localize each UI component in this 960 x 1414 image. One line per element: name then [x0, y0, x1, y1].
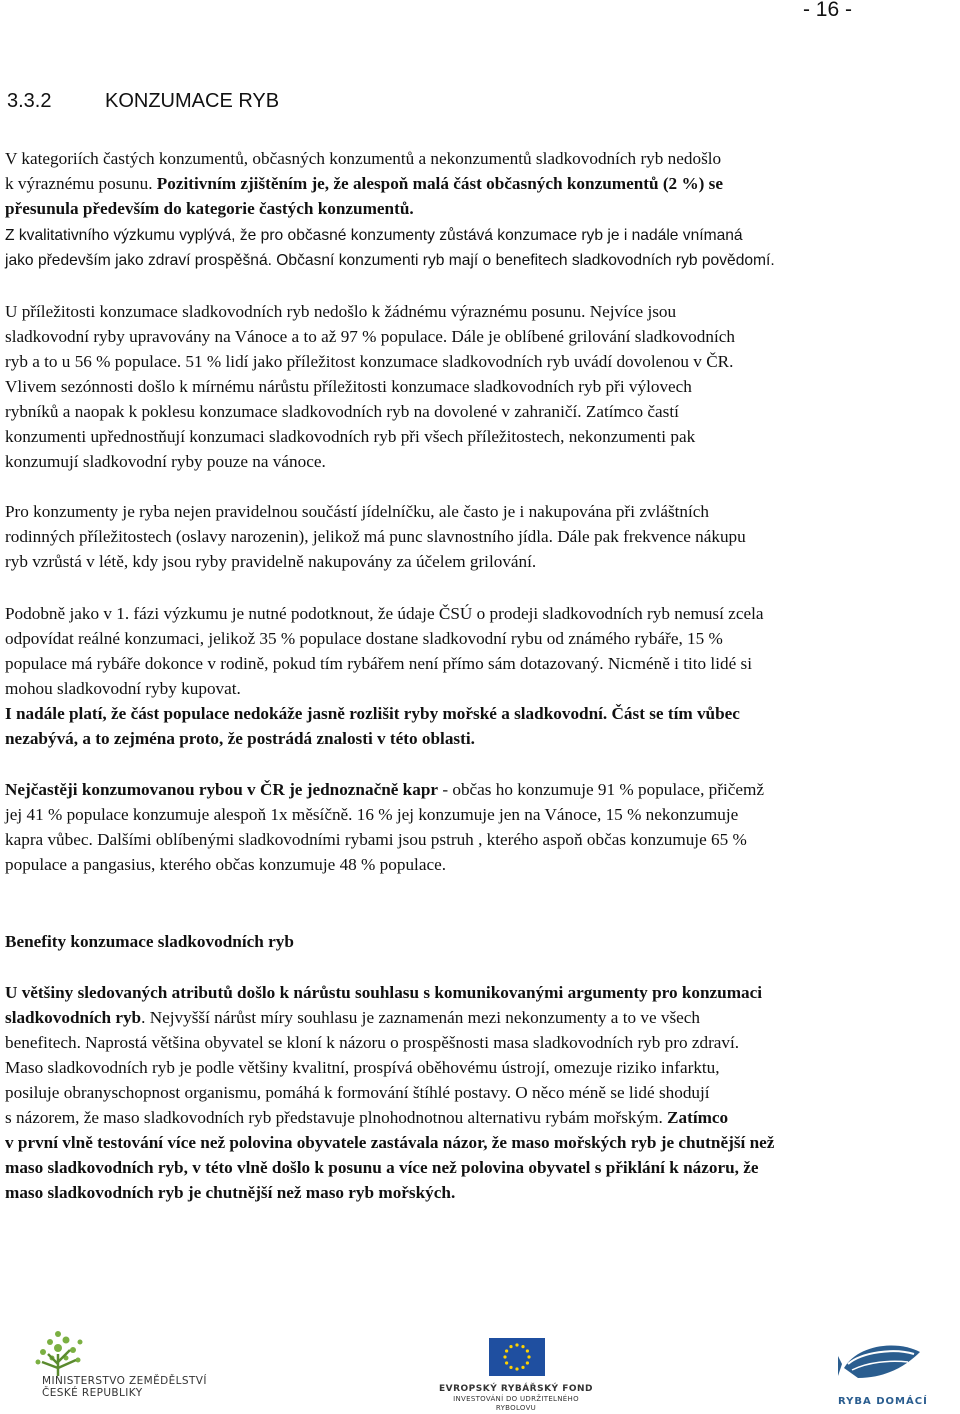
eu-star-icon — [521, 1345, 524, 1348]
text-line: Pro konzumenty je ryba nejen pravidelnou součástí jídelníčku, ale často je i nakupována při zvláštních — [5, 502, 709, 521]
ministry-line-2: ČESKÉ REPUBLIKY — [42, 1387, 143, 1399]
text-line: populace má rybáře dokonce v rodině, pokud tím rybářem není přímo sám dotazovaný. Nicméně i tito lidé si — [5, 654, 752, 673]
eu-star-icon — [509, 1345, 512, 1348]
text-span: . Nejvyšší nárůst míry souhlasu je zaznamenán mezi nekonzumenty a to ve všech — [141, 1008, 701, 1027]
paragraph-benefits — [5, 980, 960, 1205]
section-number: 3.3.2 — [7, 90, 52, 112]
ministry-line-1: MINISTERSTVO ZEMĚDĚLSTVÍ — [42, 1375, 207, 1387]
eu-flag-icon — [489, 1338, 545, 1376]
eu-star-icon — [505, 1361, 508, 1364]
subheading-text: Benefity konzumace sladkovodních ryb — [5, 932, 294, 951]
text-line: V kategoriích častých konzumentů, občasných konzumentů a nekonzumentů sladkovodních ryb nedošlo — [5, 149, 722, 168]
eu-star-icon — [505, 1349, 508, 1352]
text-line: sladkovodní ryby upravovány na Vánoce a to až 97 % populace. Dále je oblíbené grilování sladkovodních — [5, 327, 735, 346]
bold-text: Pozitivním zjištěním je, že alespoň malá část občasných konzumentů (2 %) se — [156, 174, 723, 193]
eu-line-2: INVESTOVÁNÍ DO UDRŽITELNÉHO — [453, 1395, 579, 1403]
text-line: Z kvalitativního výzkumu vyplývá, že pro občasné konzumenty zůstává konzumace ryb je i nadále vnímaná — [5, 227, 743, 244]
text-line: mohou sladkovodní ryby kupovat. — [5, 679, 241, 698]
bold-text: Nejčastěji konzumovanou rybou v ČR je jednoznačně kapr — [5, 780, 439, 799]
bold-text: U většiny sledovaných atributů došlo k nárůstu souhlasu s komunikovanými argumenty pro konzumaci — [5, 983, 763, 1002]
text-line: ryb vzrůstá v létě, kdy jsou ryby pravidelně nakupovány za účelem grilování. — [5, 552, 537, 571]
paragraph-occasions — [5, 299, 960, 474]
text-line: Vlivem sezónnosti došlo k mírnému nárůstu příležitosti konzumace sladkovodních ryb při výlovech — [5, 377, 692, 396]
text-line: populace a pangasius, kterého občas konzumuje 48 % populace. — [5, 855, 447, 874]
eu-star-icon — [526, 1361, 529, 1364]
text-line: Maso sladkovodních ryb je podle většiny kvalitní, prospívá oběhovému ústrojí, omezuje riziko infarktu, — [5, 1058, 720, 1077]
eu-line-3: RYBOLOVU — [495, 1404, 537, 1412]
page-number: - 16 - — [802, 0, 852, 21]
section-title: KONZUMACE RYB — [105, 90, 280, 112]
eu-star-icon — [521, 1366, 524, 1369]
ministry-tree-logo — [28, 1328, 228, 1414]
text-span: k výraznému posunu. — [5, 174, 157, 193]
text-line: rodinných příležitostech (oslavy narozenin), jelikož má punc slavnostního jídla. Dále pak frekvence nákupu — [5, 527, 746, 546]
text-line — [5, 777, 960, 802]
subheading-benefits — [5, 929, 960, 954]
text-line: konzumenti upřednostňují konzumaci sladkovodních ryb při všech příležitostech, nekonzumenti pak — [5, 427, 696, 446]
text-line: ryb a to u 56 % populace. 51 % lidí jako příležitost konzumace sladkovodních ryb uvádí dovolenou v ČR. — [5, 352, 734, 371]
ryba-domaci-text: RYBA DOMÁCÍ — [838, 1396, 928, 1407]
section-heading — [7, 90, 279, 113]
text-line: benefitech. Naprostá většina obyvatel se kloní k názoru o prospěšnosti masa sladkovodních ryb pro zdraví. — [5, 1033, 740, 1052]
paragraph-carp — [5, 777, 960, 877]
ministry-name — [42, 1375, 207, 1399]
paragraph-consumers — [5, 499, 960, 574]
paragraph-csu — [5, 601, 960, 751]
bold-text: v první vlně testování více než polovina obyvatele zastávala názor, že maso mořských ryb je chutnější než — [5, 1133, 775, 1152]
eu-star-icon — [509, 1366, 512, 1369]
paragraph-categories — [5, 146, 960, 221]
bold-text: maso sladkovodních ryb je chutnější než maso ryb mořských. — [5, 1183, 456, 1202]
text-span: - občas ho konzumuje 91 % populace, přičemž — [438, 780, 765, 799]
ryba-domaci-fish-logo — [838, 1334, 928, 1390]
text-line: rybníků a naopak k poklesu konzumace sladkovodních ryb na dovolené v zahraničí. Zatímco častí — [5, 402, 679, 421]
eu-star-icon — [526, 1349, 529, 1352]
text-line: konzumují sladkovodní ryby pouze na vánoce. — [5, 452, 326, 471]
bold-text: I nadále platí, že část populace nedokáže jasně rozlišit ryby mořské a sladkovodní. Část se tím vůbec — [5, 704, 740, 723]
bold-text: přesunula především do kategorie častých konzumentů. — [5, 199, 414, 218]
eu-star-icon — [503, 1355, 506, 1358]
bold-text: maso sladkovodních ryb, v této vlně došlo k posunu a více než polovina obyvatel s přiklání k názoru, že — [5, 1158, 759, 1177]
text-span: s názorem, že maso sladkovodních ryb představuje plnohodnotnou alternativu rybám mořským. — [5, 1108, 668, 1127]
footer-logos — [0, 1318, 960, 1414]
eu-star-icon — [527, 1355, 530, 1358]
text-line: Podobně jako v 1. fázi výzkumu je nutné podotknout, že údaje ČSÚ o prodeji sladkovodních ryb nemusí zcela — [5, 604, 764, 623]
eu-line-1: EVROPSKÝ RYBÁŘSKÝ FOND — [438, 1384, 593, 1394]
text-line: posiluje obranyschopnost organismu, pomáhá k formování štíhlé postavy. O něco méně se lidé shodují — [5, 1083, 710, 1102]
eu-star-icon — [515, 1367, 518, 1370]
text-line: kapra vůbec. Dalšími oblíbenými sladkovodními rybami jsou pstruh , kterého aspoň občas konzumuje 65 % — [5, 830, 747, 849]
eu-star-icon — [515, 1343, 518, 1346]
text-line: jej 41 % populace konzumuje alespoň 1x měsíčně. 16 % jej konzumuje jen na Vánoce, 15 % nekonzumuje — [5, 805, 739, 824]
text-line: U příležitosti konzumace sladkovodních ryb nedošlo k žádnému výraznému posunu. Nejvíce jsou — [5, 302, 677, 321]
bold-text: nezabývá, a to zejména proto, že postrádá znalosti v této oblasti. — [5, 729, 475, 748]
eu-fund-text — [436, 1384, 596, 1413]
text-line — [5, 1005, 960, 1030]
bold-text: sladkovodních ryb — [5, 1008, 142, 1027]
text-line: jako především jako zdraví prospěšná. Občasní konzumenti ryb mají o benefitech sladkovodních ryb povědomí. — [5, 252, 775, 269]
paragraph-qualitative — [5, 223, 960, 273]
text-line — [5, 171, 960, 196]
text-line — [5, 1105, 960, 1130]
bold-text: Zatímco — [667, 1108, 729, 1127]
text-line: odpovídat reálné konzumaci, jelikož 35 % populace dostane sladkovodní rybu od známého rybáře, 15 % — [5, 629, 723, 648]
